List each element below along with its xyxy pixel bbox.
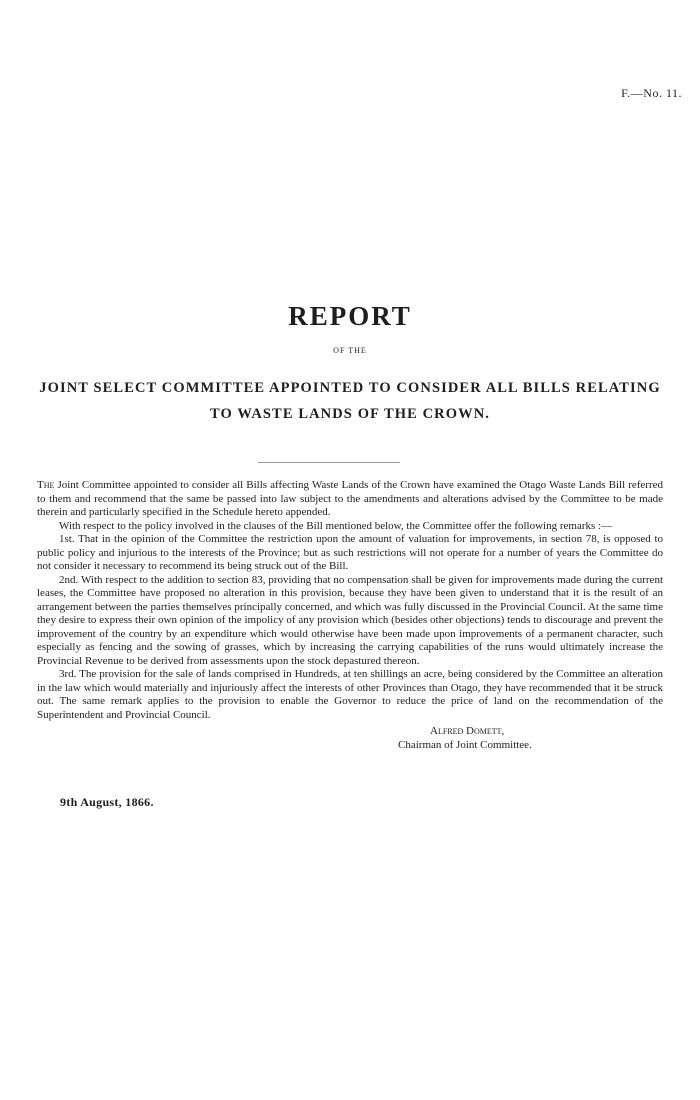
first-remark-paragraph: 1st. That in the opinion of the Committee the restriction upon the amount of valuation for improvements, in section 78, is opposed to public policy and injurious to the interests of the Province; but as such restrictions will not operate for a number of years the Committee do not consider it necessary to recommend its being struck out of the Bill. xyxy=(37,533,663,572)
signature-block xyxy=(398,724,668,752)
report-title: REPORT xyxy=(288,301,412,331)
intro-text: Joint Committee appointed to consider all Bills affecting Waste Lands of the Crown have examined the Otago Waste Lands Bill referred to them and recommend that the same be passed into law subject to the amendments and alterations advised by the Committee to be made therein and particularly specified in the Schedule hereto appended. xyxy=(37,479,663,518)
subtitle-line-1: JOINT SELECT COMMITTEE APPOINTED TO CONSIDER ALL BILLS RELATING xyxy=(39,380,661,396)
third-remark-paragraph: 3rd. The provision for the sale of lands comprised in Hundreds, at ten shillings an acre, being considered by the Committee an alteration in the law which would materially and injuriously affect the interests of other Provinces than Otago, they have recommended that it be struck out. The same remark applies to the provision to enable the Governor to reduce the price of land on the recommendation of the Superintendent and Provincial Council. xyxy=(37,668,663,721)
subtitle-line-2: TO WASTE LANDS OF THE CROWN. xyxy=(209,406,491,422)
report-body xyxy=(37,479,663,722)
intro-dropcap: The xyxy=(37,479,55,491)
section-divider xyxy=(258,462,400,463)
policy-paragraph: With respect to the policy involved in the clauses of the Bill mentioned below, the Committee offer the following remarks :— xyxy=(59,519,613,532)
signatory-title: Chairman of Joint Committee. xyxy=(398,739,532,751)
report-of-the: OF THE xyxy=(333,346,367,355)
report-subtitle xyxy=(0,375,700,427)
intro-paragraph xyxy=(37,479,663,520)
second-remark-paragraph: 2nd. With respect to the addition to section 83, providing that no compensation shall be given for improvements made during the current leases, the Committee have proposed no alteration in this provision, because they have been given to understand that it is the result of an arrangement between the parties themselves principally concerned, and which was fully discussed in the Provincial Council. At the same time they desire to express their own opinion of the impolicy of any provision which (besides other objections) tends to discourage and prevent the improvement of the country by an expenditure which would otherwise have been made upon improvements of a permanent character, such especially as fencing and the sowing of grasses, which by increasing the carrying capabilities of the runs would ultimately increase the Provincial Revenue to be derived from assessments upon the stock depastured thereon. xyxy=(37,573,663,667)
page-reference: F.—No. 11. xyxy=(621,86,682,100)
report-date: 9th August, 1866. xyxy=(60,795,154,809)
signatory-name: Alfred Domett, xyxy=(430,725,505,737)
